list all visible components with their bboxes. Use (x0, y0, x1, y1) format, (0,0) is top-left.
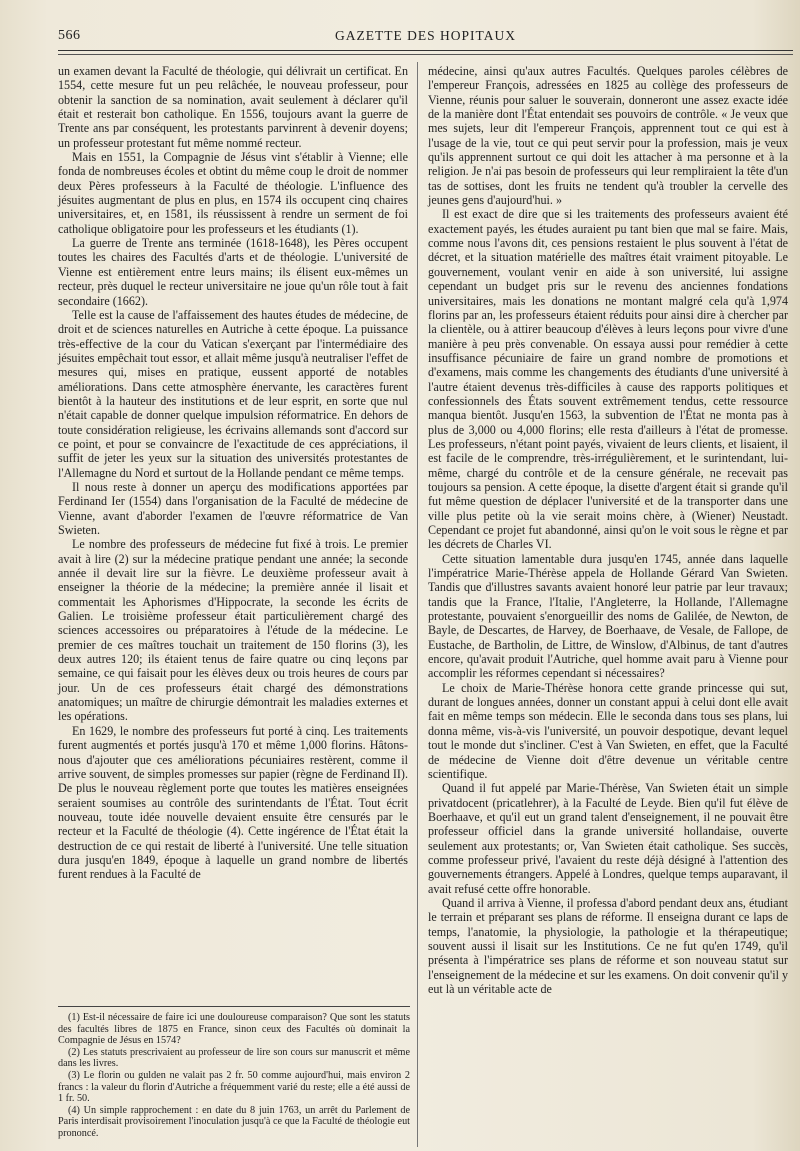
footnote: (4) Un simple rapprochement : en date du 8 juin 1763, un arrêt du Parlement de Paris interdisait provisoirement l'inoculation jusqu'à ce que la Faculté de théologie eut prononcé. (58, 1104, 410, 1139)
footnote-rule (58, 1006, 410, 1007)
header-rule (58, 50, 793, 51)
footnotes (58, 1012, 410, 1140)
paragraph: Telle est la cause de l'affaissement des hautes études de médecine, de droit et de sciences naturelles en Autriche à cette époque. La puissance très-effective de la cour du Vatican s'exerçant par l'intermédiaire des jésuites empêchait tout essor, et allait même jusqu'à neutraliser l'effet de mesures qui, mises en pratique, eussent apporté de notables améliorations. Dans cette atmosphère énervante, les caractères furent bientôt à la hauteur des institutions et de leur esprit, en sorte que nul n'était capable de donner quelque impulsion réformatrice. En dehors de toute considération religieuse, les écrivains allemands sont d'accord sur ce point, et pour se convaincre de l'exactitude de ces appréciations, il suffit de jeter les yeux sur la situation des universités protestantes de l'Allemagne du Nord et surtout de la Hollande pendant ce même temps. (58, 307, 408, 480)
footnote: (3) Le florin ou gulden ne valait pas 2 fr. 50 comme aujourd'hui, mais environ 2 francs : la valeur du florin d'Autriche a fréquemment varié du reste; elle a été aussi de 1 fr. 50. (58, 1069, 410, 1105)
paragraph: Le nombre des professeurs de médecine fut fixé à trois. Le premier avait à lire (2) sur la médecine pratique pendant une année; la seconde année il devait lire sur la fièvre. Le deuxième professeur avait à enseigner la théorie de la médecine; la première année il lisait et commentait les Aphorismes d'Hippocrate, la seconde les écrits de Galien. Le troisième professeur était particulièrement chargé des sciences accessoires ou préparatoires à l'étude de la médecine. Le premier de ces maîtres touchait un traitement de 150 florins (3), les deux autres 120; ils étaient tenus de faire quatre ou cinq leçons par semaine, ce qui faisait pour les élèves deux ou trois heures de cours par jour. Un de ces professeurs était chargé des démonstrations anatomiques; un maître de chirurgie démontrait les maladies externes et les opérations. (58, 537, 408, 724)
paragraph: Il nous reste à donner un aperçu des modifications apportées par Ferdinand Ier (1554) dans l'organisation de la Faculté de médecine de Vienne, avant d'aborder l'examen de l'œuvre réformatrice de Van Swieten. (58, 479, 408, 537)
paragraph: Cette situation lamentable dura jusqu'en 1745, année dans laquelle l'impératrice Marie-Thérèse appela de Hollande Gérard Van Swieten. Tandis que d'illustres savants avaient honoré leur patrie par leur travaux; tandis que la France, l'Italie, l'Angleterre, la Hollande, l'Allemagne protestante, pouvaient s'enorgueillir des noms de Galilée, de Newton, de Bayle, de Descartes, de Harvey, de Boerhaave, de Vesale, de Fallope, de Eustache, de Bartholin, de Littre, de Winslow, d'Albinus, de tant d'autres encore, qu'avait produit l'Autriche, quel homme avait paru à Vienne pour accomplir les réformes cependant si nécessaires? (428, 551, 788, 681)
paragraph: médecine, ainsi qu'aux autres Facultés. Quelques paroles célèbres de l'empereur François, adressées en 1825 au collège des professeurs de Vienne, réunis pour saluer le souverain, donneront une assez exacte idée de la manière dont l'État entendait ses pouvoirs de contrôle. « Je veux que mes sujets, leur dit l'empereur François, apprennent tout ce qui est à l'usage de la vie, tout ce qui peut servir pour la profession, mais je veux qu'ils apprennent surtout ce qui doit les attacher à ma personne et à la religion. Je n'ai pas besoin de professeurs qui leur rempliraient la tête d'un tas de sottises, dont les fruits ne tendent qu'à troubler la cervelle des jeunes gens d'aujourd'hui. » (428, 64, 788, 208)
footnote: (2) Les statuts prescrivaient au professeur de lire son cours sur manuscrit et même dans les livres. (58, 1046, 410, 1070)
page-header (58, 28, 793, 50)
paragraph: En 1629, le nombre des professeurs fut porté à cinq. Les traitements furent augmentés et portés jusqu'à 170 et même 1,000 florins. Hâtons-nous d'ajouter que ces améliorations pécuniaires restèrent, comme il arrive souvent, de simples promesses sur papier (règne de Ferdinand II). De plus le nouveau règlement porte que toutes les matières enseignées seraient soumises au contrôle des surintendants de l'État. Tout écrit nouveau, toute idée nouvelle devaient ensuite être censurés par le recteur et la Faculté de théologie (4). Cette ingérence de l'État était la destruction de ce qui restait de liberté à l'université. Une telle situation dura jusqu'en 1849, époque à laquelle un grand nombre de libertés furent rendues à la Faculté de (58, 723, 408, 882)
paragraph: Quand il fut appelé par Marie-Thérèse, Van Swieten était un simple privatdocent (pricatlehrer), à la Faculté de Leyde. Bien qu'il fut élève de Boerhaave, et qu'il eut un grand talent d'enseignement, il ne pouvait être professeur officiel dans la grande université hollandaise, ouverte seulement aux protestants; or, Van Swieten était catholique. Ses succès, comme professeur privé, l'avaient du reste déjà désigné à l'attention des gouvernements étrangers. Appelé à Londres, quelque temps auparavant, il avait refusé cette offre honorable. (428, 781, 788, 896)
left-column (58, 64, 408, 882)
paragraph: Mais en 1551, la Compagnie de Jésus vint s'établir à Vienne; elle fonda de nombreuses écoles et obtint du même coup le droit de nommer deux Pères professeurs à la Faculté de théologie. L'influence des jésuites augmentant de plus en plus, en 1574 ils occupent cinq chaires universitaires, et, en 1581, ils réussissent à rendre un serment de foi catholique obligatoire pour les professeurs et les étudiants (1). (58, 150, 408, 236)
paragraph: un examen devant la Faculté de théologie, qui délivrait un certificat. En 1554, cette mesure fut un peu relâchée, le nouveau professeur, pour obtenir la sanction de sa nomination, avait seulement à déclarer qu'il était et resterait bon catholique. En 1556, toujours avant la guerre de Trente ans par conséquent, les protestants parvinrent à devenir doyens; un professeur protestant fut même nommé recteur. (58, 64, 408, 150)
paragraph: Il est exact de dire que si les traitements des professeurs avaient été exactement payés, les études auraient pu tant bien que mal se faire. Mais, comme nous l'avons dit, ces pensions restaient le plus souvent à l'état de décret, et la situation matérielle des maîtres était vraiment pitoyable. Le gouvernement, voulant venir en aide à son université, lui assigne cependant un budget pris sur le revenu des anciennes fondations universitaires, mais les donations ne montant malgré cela qu'à 1,974 florins par an, les professeurs étaient réduits pour ainsi dire à chercher par la clientèle, ou à attirer beaucoup d'élèves à leurs leçons pour vivre d'une manière à peu près convenable. On essaya aussi pour remédier à cette insuffisance pécuniaire de faire un grand nombre de promotions et d'examens, mais comme les changements des étudiants d'une université à l'autre étaient devenus très-difficiles à cause des rapports politiques et confessionnels des États souvent extrêmement tendus, cette ressource manqua bientôt. Jusqu'en 1563, la subvention de l'État ne monta pas à plus de 3,000 ou 4,000 florins; elle resta d'ailleurs à l'état de promesse. Les professeurs, n'étant point payés, vivaient de leurs clients, et lisaient, il est facile de le comprendre, très-irrégulièrement, et le surintendant, lui-même, chargé du contrôle et de la censure générale, ne recevait pas toujours sa pension. A cette époque, la disette d'argent était si grande qu'il fut même question de déplacer l'université et de la transporter dans une ville plus petite où la vie serait moins chère, à (Wiener) Neustadt. Cependant ce projet fut abandonné, ainsi qu'on le voit sous le règne et par les décrets de Charles VI. (428, 207, 788, 552)
column-divider (417, 62, 418, 1147)
running-title: GAZETTE DES HOPITAUX (335, 28, 516, 43)
paragraph: Quand il arriva à Vienne, il professa d'abord pendant deux ans, étudiant le terrain et préparant ses plans de réforme. Il enseigna durant ce laps de temps, l'anatomie, la physiologie, la pathologie et la thérapeutique; souvent aussi il lisait sur les Institutions. Ce ne fut qu'en 1749, qu'il présenta à l'impératrice ses plans de réforme et son nouveau statut sur l'enseignement de la médecine et sur les examens. On doit convenir qu'il y eut là un véritable acte de (428, 895, 789, 996)
header-rule-thin (58, 54, 793, 55)
paragraph: Le choix de Marie-Thérèse honora cette grande princesse qui sut, durant de longues années, donner un constant appui à celui dont elle avait fait en même temps son médecin. Elle le seconda dans tous ses plans, lui donna même, vis-à-vis l'université, un pouvoir despotique, devant lequel tout le monde dut s'incliner. C'est à Van Swieten, en effet, que la Faculté de médecine de Vienne doit d'être devenue un véritable centre scientifique. (428, 680, 788, 781)
footnote: (1) Est-il nécessaire de faire ici une douloureuse comparaison? Que sont les statuts des facultés libres de 1875 en France, sinon ceux des Facultés où dominait la Compagnie de Jésus en 1574? (58, 1012, 410, 1047)
right-column (428, 64, 788, 996)
paragraph: La guerre de Trente ans terminée (1618-1648), les Pères occupent toutes les chaires des Facultés d'arts et de théologie. L'université de Vienne est entièrement entre leurs mains; ils élisent eux-mêmes un recteur, près duquel le recteur universitaire ne joue qu'un rôle tout à fait secondaire (1662). (58, 236, 408, 308)
page-number: 566 (58, 28, 81, 43)
